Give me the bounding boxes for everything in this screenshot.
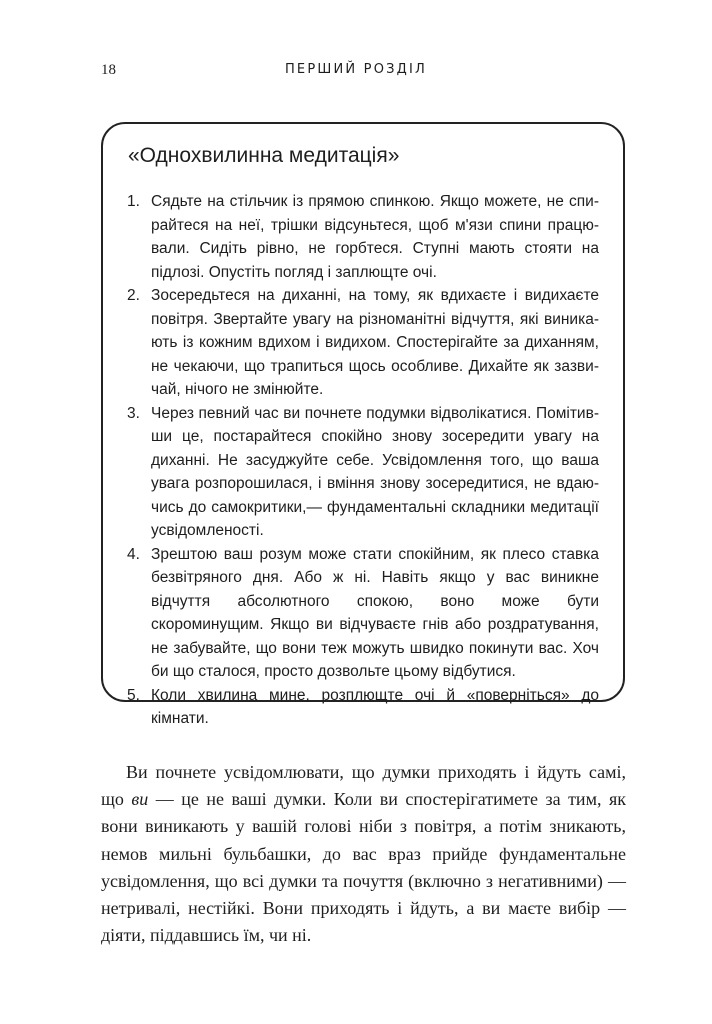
step-number: 4. — [127, 545, 140, 563]
list-item — [127, 543, 599, 684]
step-text: Коли хвилина мине, розплющте очі й «поверніться» до кімнати. — [151, 686, 599, 727]
step-number: 5. — [127, 686, 140, 704]
paragraph-text: — це не ваші думки. Коли ви спостерігатимете за тим, як вони виникають у вашій голові ніби з повітря, а потім зникають, немов мильні бульбашки, до вас враз прийде фундаментальне усвідомлення, що всі думки та почуття (включно з негативними) — нетривалі, нестійкі. Вони приходять і йдуть, а ви маєте вибір — діяти, піддавшись їм, чи ні. — [101, 789, 626, 946]
step-text: Через певний час ви почнете подумки відволікатися. Помітивши це, постарайтеся спокійно знову зосередити увагу на диханні. Не засуджуйте себе. Усвідомлення того, що ваша увага розпорошилася, і вміння знову зосередитися, не вдаючись до самокритики,— фундаментальні складники медитації усвідомленості. — [151, 404, 599, 539]
body-paragraph — [101, 759, 626, 949]
running-head: ПЕРШИЙ РОЗДІЛ — [284, 62, 428, 77]
step-number: 1. — [127, 193, 140, 210]
meditation-sidebar-box — [101, 122, 625, 727]
sidebar-title: «Однохвилинна медитація» — [128, 144, 400, 167]
paragraph-text: Ви почнете усвідомлювати, що думки приходять і йдуть самі, що — [101, 762, 626, 810]
step-text: Зрештою ваш розум може стати спокійним, як плесо ставка безвітряного дня. Або ж ні. Навіть якщо у вас виникне відчуття абсолютного спокою, воно може бути скороминущим. Якщо ви відчуваєте гнів або роздратування, не забувайте, що вони теж можуть швидко покинути вас. Хоч би що сталося, просто дозвольте цьому відбутися. — [151, 545, 599, 680]
step-text: Сядьте на стільчик із прямою спинкою. Якщо можете, не спирайтеся на неї, трішки відсуньтеся, щоб м'язи спини працювали. Сидіть рівно, не горбтеся. Ступні мають стояти на підлозі. Опустіть погляд і заплющте очі. — [151, 193, 599, 281]
page-number: 18 — [101, 62, 116, 78]
step-number: 2. — [127, 287, 140, 304]
list-item — [127, 190, 599, 284]
meditation-steps-list — [127, 190, 599, 731]
step-number: 3. — [127, 404, 140, 422]
emphasized-word: ви — [131, 789, 149, 810]
step-text: Зосередьтеся на диханні, на тому, як вдихаєте і видихаєте повітря. Звертайте увагу на різноманітні відчуття, які виникають із кожним вдихом і видихом. Спостерігайте за диханням, не чекаючи, що трапиться щось особливе. Дихайте як зазвичай, нічого не змінюйте. — [151, 287, 599, 398]
list-item — [127, 284, 599, 402]
list-item — [127, 684, 599, 731]
list-item — [127, 402, 599, 543]
